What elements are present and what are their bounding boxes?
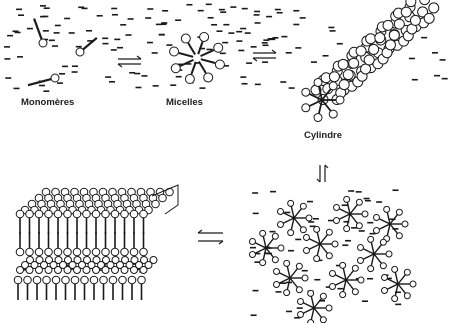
hex-head bbox=[288, 200, 294, 206]
cylinder-head bbox=[369, 44, 379, 54]
hex-head bbox=[326, 305, 332, 311]
hex-tail bbox=[320, 244, 327, 253]
hex-head bbox=[320, 293, 326, 299]
bilayer-head bbox=[140, 210, 148, 218]
cylinder-head bbox=[314, 114, 322, 122]
hex-head bbox=[380, 239, 386, 245]
hex-head bbox=[329, 270, 335, 276]
bilayer-head bbox=[35, 248, 43, 256]
hex-head bbox=[392, 266, 398, 272]
micelle-tail bbox=[179, 53, 193, 57]
hex-head bbox=[381, 288, 387, 294]
bilayer-head bbox=[14, 276, 22, 284]
hex-head bbox=[333, 218, 339, 224]
hex-head bbox=[314, 256, 320, 262]
bilayer-head bbox=[121, 248, 129, 256]
hex-head bbox=[340, 292, 346, 298]
micelle-head bbox=[181, 34, 190, 43]
hex-head bbox=[356, 223, 362, 229]
bilayer-head bbox=[33, 276, 41, 284]
hex-head bbox=[332, 241, 338, 247]
hex-head bbox=[284, 260, 290, 266]
bilayer-head bbox=[121, 267, 128, 274]
hex-tail bbox=[374, 245, 381, 254]
cylinder-head bbox=[349, 58, 359, 68]
hex-head bbox=[410, 281, 416, 287]
bilayer-head bbox=[45, 210, 53, 218]
hex-tail bbox=[314, 308, 321, 317]
bilayer-head bbox=[35, 210, 43, 218]
hex-head bbox=[296, 287, 302, 293]
micelle-head bbox=[204, 73, 213, 82]
bilayer-head bbox=[111, 248, 119, 256]
hex-head bbox=[380, 263, 386, 269]
bilayer-head bbox=[45, 267, 52, 274]
lamellar-bilayer-icon bbox=[14, 185, 178, 300]
bilayer-head bbox=[64, 248, 72, 256]
hex-head bbox=[300, 227, 306, 233]
cylinder-head bbox=[302, 88, 310, 96]
micelle-head bbox=[214, 43, 223, 52]
hex-head bbox=[404, 269, 410, 275]
equilibrium-arrows-icon bbox=[317, 165, 328, 182]
cylinder-head bbox=[339, 80, 349, 90]
bilayer-head bbox=[62, 276, 70, 284]
bilayer-head bbox=[92, 210, 100, 218]
hex-head bbox=[308, 290, 314, 296]
hex-head bbox=[396, 233, 402, 239]
cylinder-head bbox=[366, 34, 376, 44]
cylindrical-micelle-icon bbox=[302, 0, 439, 122]
micelle-tail bbox=[180, 60, 193, 66]
bilayer-head bbox=[130, 248, 138, 256]
cylinder-head bbox=[329, 110, 337, 118]
bilayer-head bbox=[92, 248, 100, 256]
hex-head bbox=[303, 248, 309, 254]
hex-head bbox=[352, 289, 358, 295]
bilayer-head bbox=[83, 267, 90, 274]
hex-tail bbox=[346, 280, 353, 289]
hex-head bbox=[344, 226, 350, 232]
monomer-tail bbox=[28, 79, 51, 85]
hex-head bbox=[373, 228, 379, 234]
hex-head bbox=[277, 222, 283, 228]
label-micelles: Micelles bbox=[166, 97, 203, 108]
micelle-head bbox=[200, 32, 209, 41]
bilayer-head bbox=[52, 276, 60, 284]
cylinder-head bbox=[338, 59, 348, 69]
hex-head bbox=[278, 245, 284, 251]
hex-head bbox=[302, 275, 308, 281]
hex-head bbox=[288, 230, 294, 236]
equilibrium-arrows-icon bbox=[198, 230, 223, 244]
equilibrium-arrows-icon bbox=[118, 56, 141, 67]
hex-head bbox=[297, 298, 303, 304]
bilayer-head bbox=[16, 248, 24, 256]
hex-tail bbox=[346, 271, 353, 280]
bilayer-head bbox=[64, 267, 71, 274]
hex-tail bbox=[290, 269, 297, 278]
hex-head bbox=[404, 293, 410, 299]
micelle-head bbox=[185, 75, 194, 84]
bilayer-head bbox=[26, 210, 34, 218]
micelle-tail bbox=[201, 59, 215, 63]
hex-head bbox=[300, 203, 306, 209]
hex-tail bbox=[350, 214, 357, 223]
bilayer-head bbox=[54, 248, 62, 256]
micelle-tail bbox=[191, 62, 195, 74]
bilayer-head bbox=[159, 194, 167, 202]
label-monomers: Monomères bbox=[21, 97, 75, 108]
monomer-head bbox=[39, 39, 47, 47]
hex-head bbox=[392, 296, 398, 302]
bilayer-head bbox=[130, 210, 138, 218]
hex-head bbox=[344, 196, 350, 202]
cylinder-head bbox=[429, 3, 439, 13]
bilayer-head bbox=[152, 200, 160, 208]
cylinder-head bbox=[343, 70, 353, 80]
hex-tail bbox=[314, 299, 321, 308]
micelle-tail bbox=[201, 50, 214, 56]
hex-head bbox=[402, 221, 408, 227]
bilayer-head bbox=[71, 276, 79, 284]
bilayer-head bbox=[73, 210, 81, 218]
hex-tail bbox=[294, 218, 301, 227]
hex-head bbox=[357, 244, 363, 250]
hex-head bbox=[303, 234, 309, 240]
bilayer-head bbox=[138, 276, 146, 284]
cylinder-head bbox=[336, 96, 344, 104]
bilayer-head bbox=[119, 276, 127, 284]
bilayer-head bbox=[16, 210, 24, 218]
hex-tail bbox=[320, 235, 327, 244]
hex-head bbox=[249, 252, 255, 258]
hex-head bbox=[340, 262, 346, 268]
hex-head bbox=[386, 251, 392, 257]
micelle-head bbox=[170, 47, 179, 56]
hex-head bbox=[320, 317, 326, 323]
cylinder-head bbox=[329, 82, 337, 90]
micelle-head bbox=[171, 64, 180, 73]
bilayer-head bbox=[26, 267, 33, 274]
cylinder-head bbox=[389, 30, 399, 40]
bilayer-head bbox=[131, 267, 138, 274]
hex-head bbox=[356, 199, 362, 205]
bilayer-head bbox=[64, 210, 72, 218]
cylinder-head bbox=[385, 40, 395, 50]
bilayer-head bbox=[102, 210, 110, 218]
hex-head bbox=[333, 204, 339, 210]
bilayer-head bbox=[83, 248, 91, 256]
bilayer-head bbox=[45, 248, 53, 256]
bilayer-head bbox=[26, 248, 34, 256]
hex-head bbox=[314, 226, 320, 232]
monomer-group bbox=[28, 19, 97, 86]
bilayer-head bbox=[128, 276, 136, 284]
cylinder-head bbox=[375, 33, 385, 43]
micelle-tail bbox=[199, 62, 206, 73]
bilayer-head bbox=[74, 267, 81, 274]
cylinder-head bbox=[356, 46, 366, 56]
monomer-tail bbox=[34, 19, 42, 40]
hex-head bbox=[284, 290, 290, 296]
equilibrium-arrows-icon bbox=[253, 50, 276, 61]
bilayer-head bbox=[54, 210, 62, 218]
hex-tail bbox=[374, 254, 381, 263]
hex-head bbox=[329, 284, 335, 290]
cylinder-head bbox=[394, 19, 404, 29]
hex-head bbox=[381, 274, 387, 280]
bilayer-head bbox=[17, 267, 24, 274]
bilayer-head bbox=[102, 248, 110, 256]
micelle-head bbox=[215, 60, 224, 69]
label-cylinder: Cylindre bbox=[304, 130, 343, 141]
bilayer-head bbox=[100, 276, 108, 284]
hex-head bbox=[384, 206, 390, 212]
cylinder-head bbox=[302, 104, 310, 112]
bilayer-head bbox=[111, 210, 119, 218]
hex-head bbox=[272, 257, 278, 263]
cylinder-head bbox=[329, 72, 339, 82]
hex-head bbox=[326, 253, 332, 259]
hex-head bbox=[362, 211, 368, 217]
hex-head bbox=[396, 209, 402, 215]
cylinder-head bbox=[314, 78, 322, 86]
micelle-tail bbox=[188, 43, 195, 54]
monomer-head bbox=[76, 48, 84, 56]
cylinder-head bbox=[383, 20, 393, 30]
bilayer-head bbox=[109, 276, 117, 284]
hex-tail bbox=[350, 205, 357, 214]
hex-head bbox=[326, 229, 332, 235]
hex-head bbox=[260, 230, 266, 236]
hex-head bbox=[373, 214, 379, 220]
bilayer-head bbox=[93, 267, 100, 274]
cylinder-head bbox=[401, 7, 411, 17]
hex-tail bbox=[294, 209, 301, 218]
bilayer-head bbox=[140, 267, 147, 274]
hex-head bbox=[368, 266, 374, 272]
bilayer-head bbox=[90, 276, 98, 284]
cylinder-head bbox=[420, 0, 430, 5]
hex-head bbox=[273, 282, 279, 288]
bilayer-head bbox=[24, 276, 32, 284]
bilayer-head bbox=[140, 248, 148, 256]
cylinder-head bbox=[410, 15, 420, 25]
monomer-head bbox=[51, 74, 59, 82]
hex-head bbox=[297, 312, 303, 318]
monomer-tail bbox=[83, 38, 97, 50]
bilayer-head bbox=[102, 267, 109, 274]
hexagonal-phase-icon bbox=[249, 196, 416, 323]
hex-head bbox=[357, 258, 363, 264]
hex-head bbox=[352, 265, 358, 271]
bilayer-head bbox=[121, 210, 129, 218]
hex-head bbox=[368, 236, 374, 242]
hex-tail bbox=[266, 239, 273, 248]
hex-head bbox=[273, 268, 279, 274]
hex-head bbox=[306, 215, 312, 221]
hex-head bbox=[272, 233, 278, 239]
bilayer-head bbox=[43, 276, 51, 284]
hex-head bbox=[277, 208, 283, 214]
micelle-icon bbox=[170, 32, 225, 83]
bilayer-head bbox=[83, 210, 91, 218]
bilayer-head bbox=[81, 276, 89, 284]
cylinder-head bbox=[424, 13, 434, 23]
hex-tail bbox=[398, 275, 405, 284]
bilayer-head bbox=[73, 248, 81, 256]
hex-head bbox=[249, 238, 255, 244]
hex-head bbox=[358, 277, 364, 283]
hex-head bbox=[260, 260, 266, 266]
hex-head bbox=[308, 320, 314, 323]
cylinder-head bbox=[364, 55, 374, 65]
hex-head bbox=[296, 263, 302, 269]
bilayer-head bbox=[55, 267, 62, 274]
bilayer-head bbox=[36, 267, 43, 274]
cylinder-head bbox=[406, 0, 416, 7]
bilayer-head bbox=[112, 267, 119, 274]
